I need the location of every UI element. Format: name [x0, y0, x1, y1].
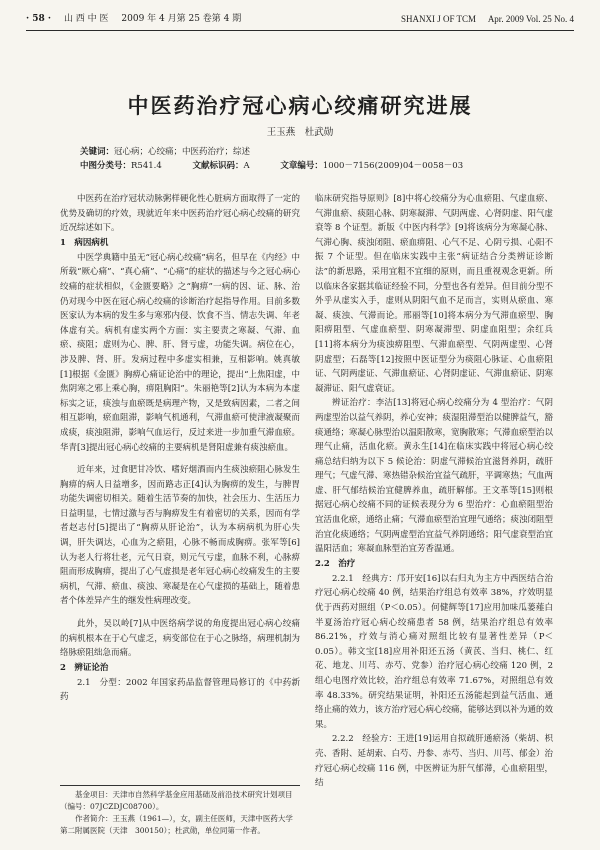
article-authors: 王玉燕 杜武勋: [266, 127, 334, 138]
article-no-label: 文章编号：: [280, 161, 323, 171]
left-column: [60, 192, 300, 705]
author-note: 作者简介：王玉燕（1961—），女，副主任医师，天津中医药大学第二附属医院（天津 300150）；杜武勋，单位同第一作者。: [60, 814, 293, 835]
body-paragraph: 2.2.2 经验方：王进[19]运用自拟疏肝通瘀汤（柴胡、枳壳、香附、延胡索、白芍、丹参、赤芍、当归、川芎、郁金）治疗冠心病心绞痛 116 例，中医辨证为肝气郁滞，心血瘀阻型，结: [315, 734, 554, 789]
body-paragraph: 中医学典籍中虽无“冠心病心绞痛”病名，但早在《内经》中所载“厥心痛”、“真心痛”、“心痛”的症状的描述与今之冠心病心绞痛的症状相似，《金匮要略》之“胸痹”一病的因、证、脉、治仍对现今中医在冠心病心绞痛的诊断治疗起指导作用。目前多数医家认为本病的发生多与寒邪内侵、饮食不当、情志失调、年老体虚有关。病机有虚实两个方面：实主要责之寒凝、气滞、血瘀、痰阻；虚则为心、脾、肝、肾亏虚，功能失调。病位在心，涉及脾、肾、肝。发病过程中多虚实相兼，互相影响。姚真敏[1]根据《金匮》胸痹心痛证论治中的理论，提出“上焦阳虚，中焦阴寒之邪上乘心胸，痹阻胸阳”。朱丽艳等[2]认为本病为本虚标实之证，痰浊与血瘀既是病理产物，又是致病因素，二者之间相互影响，瘀血阻滞，影响气机通利，气滞血瘀可使津液凝聚而成痰，痰浊阻滞，影响气血运行，反过来进一步加重气滞血瘀。华青[3]提出冠心病心绞痛的主要病机是肾阳虚兼有痰浊瘀血。: [60, 252, 300, 453]
keywords-label: 关键词：: [80, 147, 115, 157]
issue-cn: 2009 年 4 月第 25 卷第 4 期: [121, 14, 242, 24]
doc-code: A: [243, 161, 250, 171]
body-paragraph: 近年来，过食肥甘冷饮、嗜好烟酒而内生痰浊瘀阻心脉发生胸痹的病人日益增多，因而路志正[4]认为胸痹的发生，与脾胃功能失调密切相关。随着生活节奏的加快，社会压力、生活压力日益明显，七情过激与否与胸痹发生有着密切的关系，因而有学者赵志付[5]提出了“胸痹从肝论治”，认为本病病机为肝心失调，肝失调达，心血为之瘀阻，心脉不畅而成胸痹。张军等[6]认为老人行将壮老，元气日衰，则元气亏虚，血脉不利，心脉痹阻而形成胸痹，提出了心气虚损是老年冠心病心绞痛发生的主要病机，气滞、瘀血、痰浊、寒凝是在心气虚损的基础上，随着患者个体差异产生的继发性病理改变。: [60, 465, 300, 607]
classification-line: [80, 160, 560, 173]
running-header: [26, 8, 574, 31]
journal-name-en: SHANXI J OF TCM: [400, 14, 477, 24]
body-paragraph: 临床研究指导原则》[8]中将心绞痛分为心血瘀阻、气虚血瘀、气滞血瘀、痰阻心脉、阴寒凝滞、气阴两虚、心肾阴虚、阳气虚衰等 8 个证型。新版《中医内科学》[9]将该病分为寒凝心脉、气滞心胸、痰浊闭阻、瘀血痹阻、心气不足、心阴亏损、心阳不振 7 个证型。但在临床实践中主张“病证结合分类辨证诊断法”的新思路，采用宜粗不宜细的原则，而且重视观念更新。所以临床各家据其临证经验不同，分型也各有差异。但目前分型不外乎从虚实入手，虚则从阴阳气血不足而言，实则从瘀血、寒凝、痰浊、气滞而论。邢丽等[10]将本病分为气滞血瘀型、胸阳痹阻型、气虚血瘀型、阴寒凝滞型、阴虚血阻型；余红兵[11]将本病分为痰浊痹阻型、气滞血瘀型、气阴两虚型、心肾阴虚型；石磊等[12]按照中医证型分为痰阻心脉证、心血瘀阻证、气阴两虚证、气滞血瘀证、心肾阴虚证、气滞血瘀证、阴寒凝滞证、阳气虚衰证。: [315, 194, 554, 394]
right-column: [315, 192, 553, 791]
fund-note: 基金项目：天津市自然科学基金应用基础及前沿技术研究计划项目（编号：07JCZDJC08700）。: [60, 790, 293, 811]
subsection-heading: 2.2 治疗: [315, 558, 356, 569]
section-heading-1: 1 病因病机: [60, 237, 109, 248]
section-heading-2: 2 辨证论治: [60, 662, 109, 673]
body-paragraph: 辨证治疗：李洁[13]将冠心病心绞痛分为 4 型治疗：气阴两虚型治以益气养阴，养心安神；痰湿阻滞型治以健脾益气，豁痰通络；寒凝心脉型治以温阳散寒，宽胸散寒；气滞血瘀型治以理气止痛，活血化瘀。黄永生[14]在临床实践中将冠心病心绞痛总结归纳为以下 5 候论治：阴虚气滞候治宜滋肾养阴，疏肝理气；气虚气滞、寒热错杂候治宜益气疏肝，平调寒热；气血两虚、肝气郁结候治宜健脾养血，疏肝解郁。王文革等[15]则根据冠心病心绞痛不同的证候表现分为 6 型治疗：心血瘀阻型治宜活血化瘀，通络止痛；气滞血瘀型治宜理气通络；痰浊闭阻型治宜化痰通络；气阴两虚型治宜益气养阴通络；阳气虚衰型治宜温阳活血；寒凝血脉型治宜芳香温通。: [315, 398, 554, 555]
article-title: 中医药治疗冠心病心绞痛研究进展: [127, 93, 473, 118]
article-number: 1000－7156(2009)04－0058－03: [322, 161, 464, 171]
header-left: [26, 8, 241, 30]
clc-label: 中图分类号：: [80, 161, 132, 171]
journal-name-cn: 山 西 中 医: [63, 14, 109, 24]
page-number: · 58 ·: [26, 14, 52, 24]
doc-code-label: 文献标识码：: [192, 161, 244, 171]
header-right: [401, 8, 574, 30]
intro-paragraph: 中医药在治疗冠状动脉粥样硬化性心脏病方面取得了一定的优势及确切的疗效，现就近年来中医药治疗冠心病心绞痛的研究近况综述如下。: [60, 194, 300, 234]
body-paragraph: 此外，吴以岭[7]从中医络病学说的角度提出冠心病心绞痛的病机根本在于心气虚乏，病变部位在于心之脉络，病理机制为络脉瘀阻绌急而痛。: [60, 619, 300, 659]
keywords-line: [80, 146, 560, 159]
footnote: [60, 785, 300, 837]
clc-number: R541.4: [131, 161, 162, 171]
issue-en: Apr. 2009 Vol. 25 No. 4: [487, 14, 574, 24]
body-paragraph: 2.2.1 经典方：邝开安[16]以右归丸为主方中西医结合治疗冠心病心绞痛 40 例，结果治疗组总有效率 38%，疗效明显优于西药对照组（P＜0.05）。何健辉等[17]应用加味瓜蒌薤白半夏汤治疗冠心病心绞痛患者 58 例，结果治疗组总有效率 86.21%，疗效与消心痛对照组比较有显著性差异（P＜0.05）。韩文宝[18]应用补阳还五汤（黄芪、当归、桃仁、红花、地龙、川芎、赤芍、党参）治疗冠心病心绞痛 120 例，2 组心电图疗效比较，治疗组总有效率 71.67%，对照组总有效率 48.33%。研究结果证明，补阳还五汤能起到益气活血、通络止痛的效力，该方治疗冠心病心绞痛，能够达到以补为通的效果。: [315, 573, 554, 730]
body-paragraph: 2.1 分型：2002 年国家药品监督管理局修订的《中药新药: [60, 677, 300, 703]
keywords: 冠心病；心绞痛；中医药治疗；综述: [114, 147, 251, 157]
